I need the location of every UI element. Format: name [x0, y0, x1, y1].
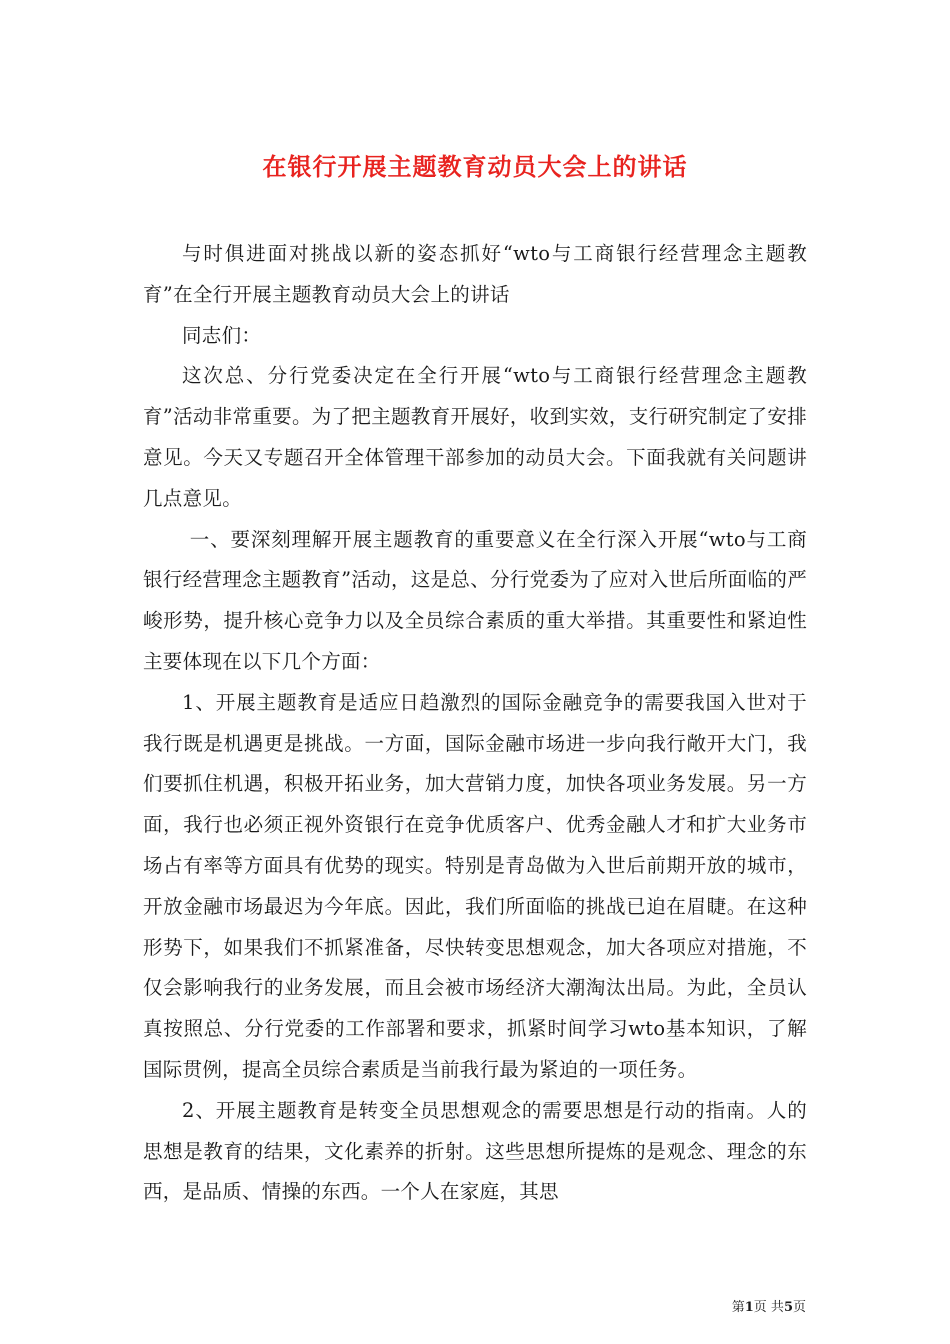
document-title: 在银行开展主题教育动员大会上的讲话: [262, 152, 688, 182]
page-number-footer: [732, 1300, 806, 1316]
footer-current-page: 1: [744, 1300, 754, 1315]
footer-prefix: 第: [731, 1300, 745, 1315]
footer-suffix: 页: [792, 1300, 806, 1315]
paragraph-section-one: 一、要深刻理解开展主题教育的重要意义在全行深入开展“wto与工商银行经营理念主题教育”活动，这是总、分行党委为了应对入世后所面临的严峻形势，提升核心竞争力以及全员综合素质的重大举措。其重要性和紧迫性主要体现在以下几个方面：: [143, 527, 807, 673]
footer-total-pages: 5: [783, 1300, 793, 1315]
paragraph-point-two: 2、开展主题教育是转变全员思想观念的需要思想是行动的指南。人的思想是教育的结果，文化素养的折射。这些思想所提炼的是观念、理念的东西，是品质、情操的东西。一个人在家庭，其思: [143, 1098, 807, 1204]
document-body: [143, 234, 807, 1213]
paragraph-intro: 这次总、分行党委决定在全行开展“wto与工商银行经营理念主题教育”活动非常重要。为了把主题教育开展好，收到实效，支行研究制定了安排意见。今天又专题召开全体管理干部参加的动员大会。下面我就有关问题讲几点意见。: [143, 364, 807, 510]
footer-middle: 页 共: [753, 1300, 784, 1315]
paragraph-heading: 与时俱进面对挑战以新的姿态抓好“wto与工商银行经营理念主题教育”在全行开展主题教育动员大会上的讲话: [143, 242, 807, 306]
paragraph-salutation: 同志们：: [182, 323, 262, 347]
paragraph-point-one: 1、开展主题教育是适应日趋激烈的国际金融竞争的需要我国入世对于我行既是机遇更是挑战。一方面，国际金融市场进一步向我行敞开大门，我们要抓住机遇，积极开拓业务，加大营销力度，加快各项业务发展。另一方面，我行也必须正视外资银行在竞争优质客户、优秀金融人才和扩大业务市场占有率等方面具有优势的现实。特别是青岛做为入世后前期开放的城市，开放金融市场最迟为今年底。因此，我们所面临的挑战已迫在眉睫。在这种形势下，如果我们不抓紧准备，尽快转变思想观念，加大各项应对措施，不仅会影响我行的业务发展，而且会被市场经济大潮淘汰出局。为此，全员认真按照总、分行党委的工作部署和要求，抓紧时间学习wto基本知识，了解国际贯例，提高全员综合素质是当前我行最为紧迫的一项任务。: [143, 690, 807, 1081]
